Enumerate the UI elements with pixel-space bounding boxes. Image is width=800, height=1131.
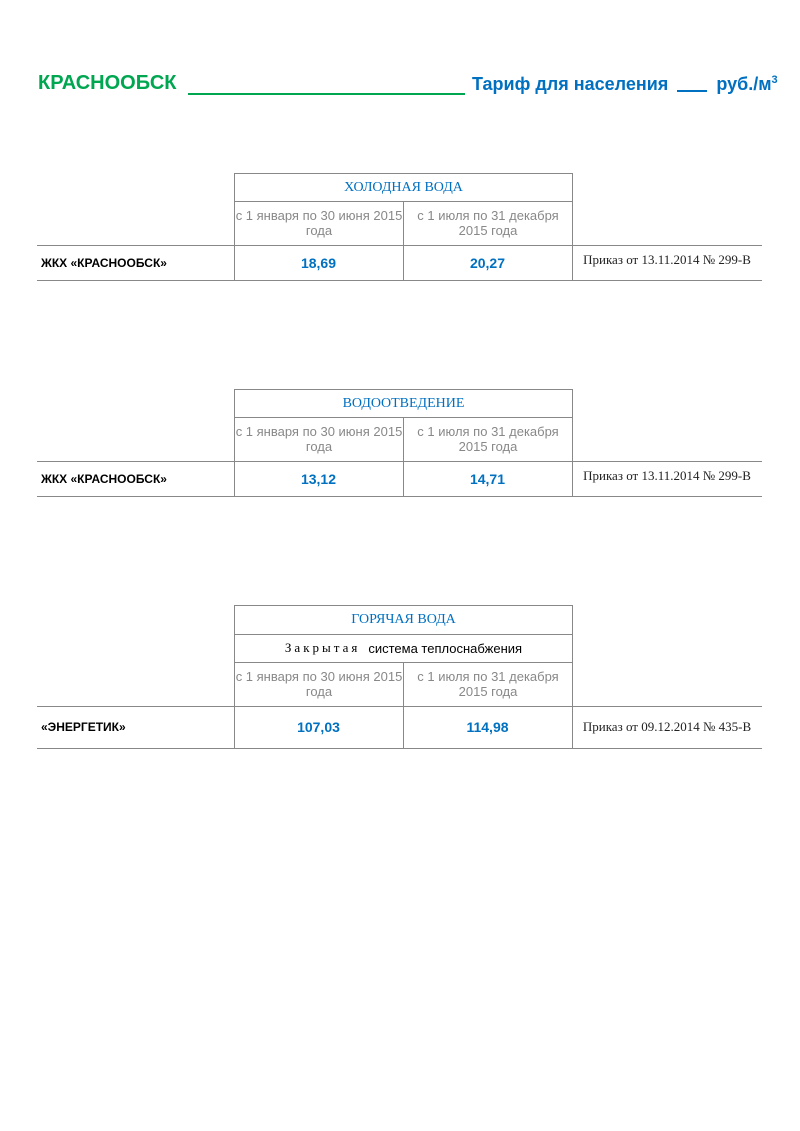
- order-ref: Приказ от 13.11.2014 № 299-В: [583, 252, 751, 267]
- unit-sup: 3: [771, 74, 778, 86]
- unit-label: руб./м: [716, 74, 772, 94]
- system-type-value: Закрытая: [284, 640, 361, 655]
- city-title: КРАСНООБСК: [38, 72, 177, 94]
- system-label: система теплоснабжения: [368, 640, 523, 656]
- row-divider: [37, 748, 762, 749]
- value-1: 107,03: [297, 719, 340, 735]
- tariff-label: Тариф для населения: [472, 74, 669, 94]
- row-divider: [37, 496, 762, 497]
- row-divider: [37, 280, 762, 281]
- period-2: с 1 июля по 31 декабря 2015 года: [403, 201, 573, 246]
- period-1: с 1 января по 30 июня 2015 года: [234, 201, 404, 246]
- period-2: с 1 июля по 31 декабря 2015 года: [403, 662, 573, 707]
- value-1: 18,69: [300, 254, 337, 271]
- system-type: [234, 634, 573, 663]
- title-underline: [188, 93, 465, 95]
- value-2: 14,71: [469, 470, 506, 487]
- period-1: с 1 января по 30 июня 2015 года: [234, 662, 404, 707]
- org-name: ЖКХ «КРАСНООБСК»: [41, 471, 167, 486]
- order-ref: Приказ от 13.11.2014 № 299-В: [583, 468, 751, 483]
- value-2: 114,98: [466, 719, 509, 735]
- period-1: с 1 января по 30 июня 2015 года: [234, 417, 404, 462]
- value-2: 20,27: [469, 254, 506, 271]
- org-name: ЖКХ «КРАСНООБСК»: [41, 255, 167, 270]
- service-header: ГОРЯЧАЯ ВОДА: [234, 605, 573, 635]
- org-name: «ЭНЕРГЕТИК»: [41, 720, 126, 734]
- service-header: ХОЛОДНАЯ ВОДА: [234, 173, 573, 202]
- service-header: ВОДООТВЕДЕНИЕ: [234, 389, 573, 418]
- period-2: с 1 июля по 31 декабря 2015 года: [403, 417, 573, 462]
- value-1: 13,12: [300, 470, 337, 487]
- tariff-title: [472, 74, 778, 95]
- tariff-blank: [677, 90, 707, 92]
- order-ref: Приказ от 09.12.2014 № 435-В: [582, 719, 752, 734]
